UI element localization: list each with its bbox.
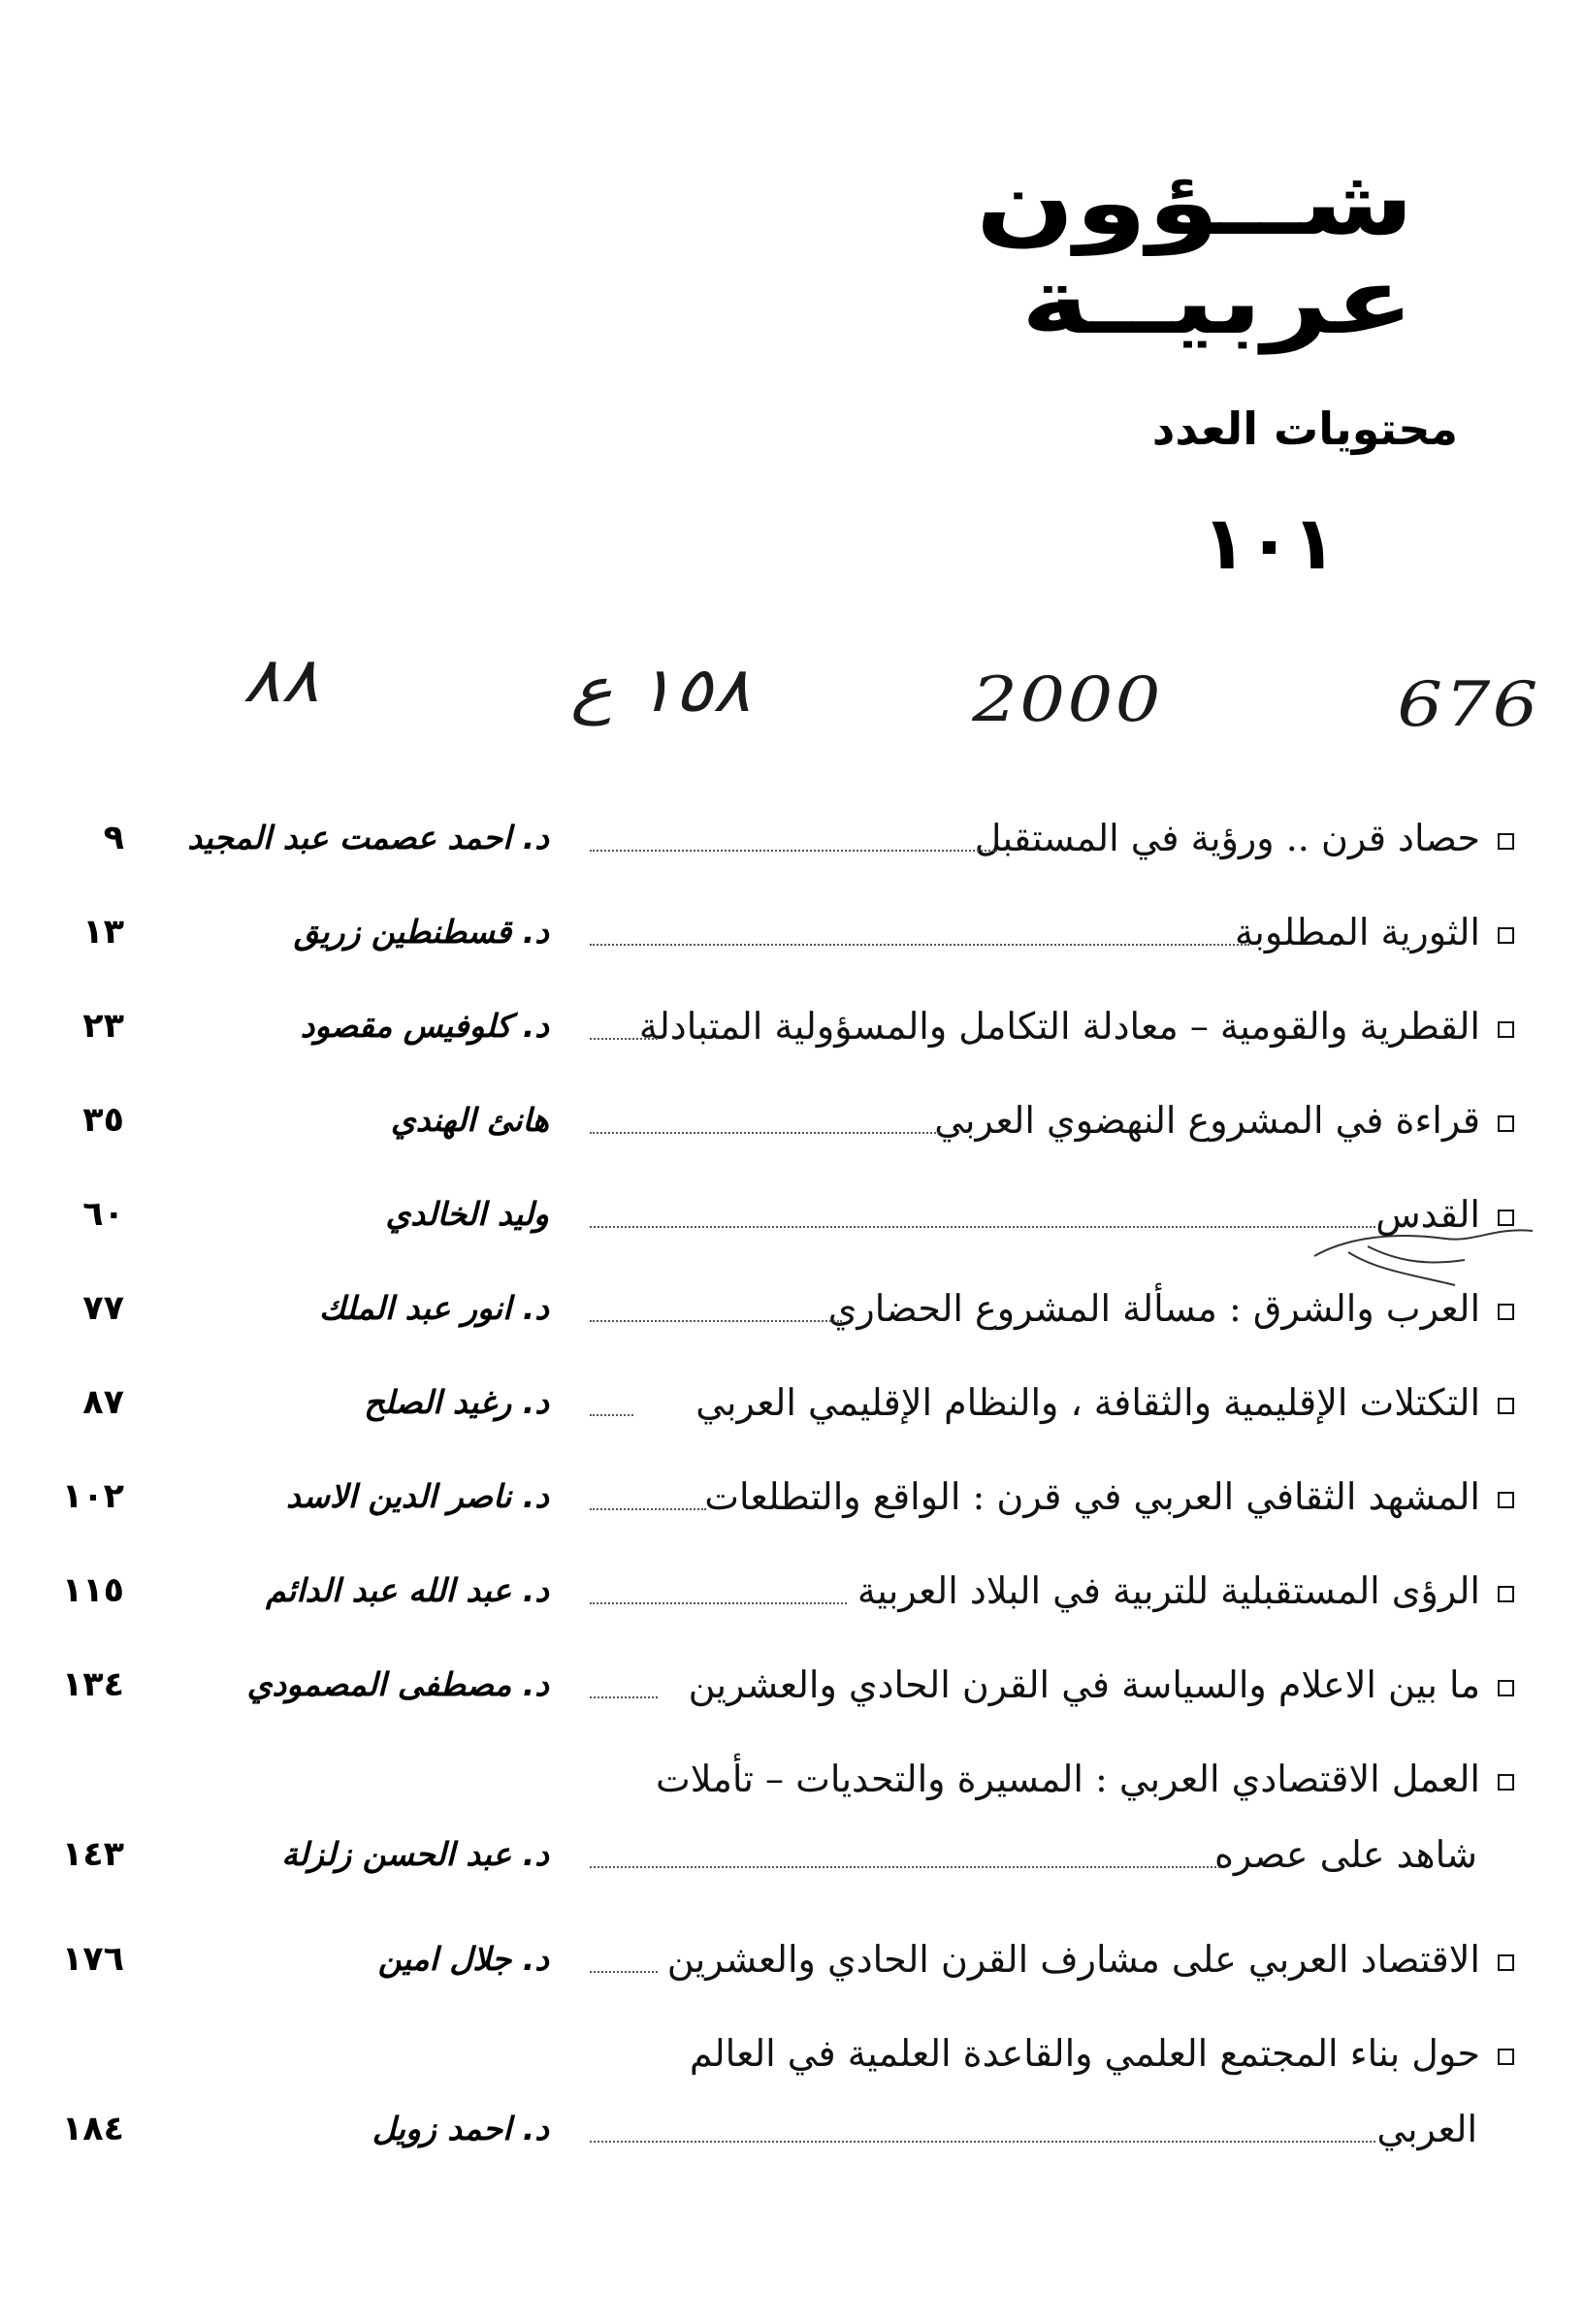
toc-entry[interactable] (0, 1185, 1584, 1273)
checkbox-bullet-icon (1498, 1304, 1514, 1320)
article-title-continuation: العربي (1376, 2108, 1477, 2150)
article-title: التكتلات الإقليمية والثقافة ، والنظام الإقليمي العربي (695, 1373, 1514, 1432)
leader-dots (590, 1320, 842, 1322)
leader-dots (590, 1602, 847, 1604)
handwritten-note: ١٥٨ ع (569, 655, 751, 726)
leader-dots (590, 1971, 658, 1973)
leader-dots (590, 1508, 706, 1510)
article-author: د. ناصر الدين الاسد (286, 1477, 549, 1515)
contents-heading: محتويات العدد (1151, 403, 1458, 455)
page-number: ١٨٤ (61, 2110, 124, 2148)
checkbox-bullet-icon (1498, 1021, 1514, 1038)
article-title: حول بناء المجتمع العلمي والقاعدة العلمية في العالم (690, 2024, 1514, 2082)
toc-entry[interactable] (0, 1562, 1584, 1649)
page-number: ٩ (103, 819, 124, 857)
checkbox-bullet-icon (1498, 1586, 1514, 1602)
page-number: ٦٠ (82, 1195, 124, 1234)
issue-number: ١٠١ (1201, 500, 1337, 586)
toc-entry[interactable] (0, 2024, 1584, 2189)
article-title: العمل الاقتصادي العربي : المسيرة والتحديات – تأملات (656, 1750, 1514, 1808)
checkbox-bullet-icon (1498, 833, 1514, 850)
article-title: ما بين الاعلام والسياسة في القرن الحادي والعشرين (689, 1656, 1514, 1714)
page-number: ١٤٣ (61, 1835, 124, 1874)
page-number: ٣٥ (82, 1101, 124, 1140)
leader-dots (590, 850, 997, 852)
handwritten-note: 676 (1397, 669, 1540, 741)
leader-dots (590, 1414, 633, 1416)
article-title: المشهد الثقافي العربي في قرن : الواقع والتطلعات (704, 1468, 1514, 1526)
handwritten-note: 2000 (972, 664, 1163, 736)
checkbox-bullet-icon (1498, 927, 1514, 944)
leader-dots (590, 1132, 939, 1134)
article-author: د. مصطفى المصمودي (246, 1665, 549, 1703)
leader-dots (590, 944, 1249, 946)
toc-entry[interactable] (0, 1373, 1584, 1461)
leader-dots (590, 1866, 1220, 1868)
checkbox-bullet-icon (1498, 2049, 1514, 2065)
page-number: ٢٣ (82, 1007, 124, 1046)
toc-entry[interactable] (0, 809, 1584, 896)
leader-dots (590, 2141, 1375, 2143)
article-author: د. جلال امين (377, 1940, 549, 1978)
article-author: د. انور عبد الملك (318, 1289, 549, 1327)
toc-entry[interactable] (0, 1091, 1584, 1178)
checkbox-bullet-icon (1498, 1954, 1514, 1971)
handwritten-note: ٨٨ (242, 645, 319, 717)
checkbox-bullet-icon (1498, 1492, 1514, 1508)
article-author: هانئ الهندي (390, 1101, 549, 1139)
article-author: د. احمد زويل (372, 2110, 549, 2147)
page-number: ٧٧ (82, 1289, 124, 1328)
logo-line-2: عربيــة (1020, 249, 1414, 355)
page-number: ١٠٢ (61, 1477, 124, 1516)
article-title: قراءة في المشروع النهضوي العربي (934, 1091, 1514, 1149)
page-number: ١١٥ (61, 1571, 124, 1610)
article-author: د. رغيد الصلح (364, 1383, 549, 1421)
article-author: د. قسطنطين زريق (293, 913, 549, 951)
leader-dots (590, 1038, 658, 1040)
toc-entry[interactable] (0, 1750, 1584, 1915)
article-title-continuation: شاهد على عصره (1214, 1833, 1477, 1876)
article-title: القطرية والقومية – معادلة التكامل والمسؤولية المتبادلة (639, 997, 1514, 1055)
article-title: الثورية المطلوبة (1235, 903, 1514, 961)
page-number: ١٣٤ (61, 1665, 124, 1704)
checkbox-bullet-icon (1498, 1774, 1514, 1791)
leader-dots (590, 1696, 658, 1698)
article-title: الرؤى المستقبلية للتربية في البلاد العربية (857, 1562, 1514, 1620)
toc-entry[interactable] (0, 1656, 1584, 1743)
page-number: ١٧٦ (61, 1940, 124, 1979)
article-author: وليد الخالدي (385, 1195, 549, 1233)
checkbox-bullet-icon (1498, 1210, 1514, 1226)
article-author: د. عبد الله عبد الدائم (266, 1571, 549, 1609)
toc-entry[interactable] (0, 1468, 1584, 1555)
checkbox-bullet-icon (1498, 1115, 1514, 1132)
article-author: د. عبد الحسن زلزلة (281, 1835, 549, 1873)
article-author: د. احمد عصمت عبد المجيد (187, 819, 549, 856)
article-title: القدس (1375, 1185, 1514, 1243)
article-title: حصاد قرن .. ورؤية في المستقبل (975, 809, 1514, 867)
toc-entry[interactable] (0, 997, 1584, 1084)
checkbox-bullet-icon (1498, 1398, 1514, 1414)
article-title: العرب والشرق : مسألة المشروع الحضاري (828, 1279, 1514, 1338)
article-author: د. كلوفيس مقصود (300, 1007, 549, 1045)
toc-entry[interactable] (0, 1279, 1584, 1367)
page-number: ١٣ (82, 913, 124, 952)
logo-line-1: شــؤون (975, 150, 1414, 256)
checkbox-bullet-icon (1498, 1680, 1514, 1696)
article-title: الاقتصاد العربي على مشارف القرن الحادي والعشرين (667, 1930, 1514, 1988)
toc-entry[interactable] (0, 1930, 1584, 2017)
leader-dots (590, 1226, 1375, 1228)
page-number: ٨٧ (82, 1383, 124, 1422)
toc-entry[interactable] (0, 903, 1584, 990)
